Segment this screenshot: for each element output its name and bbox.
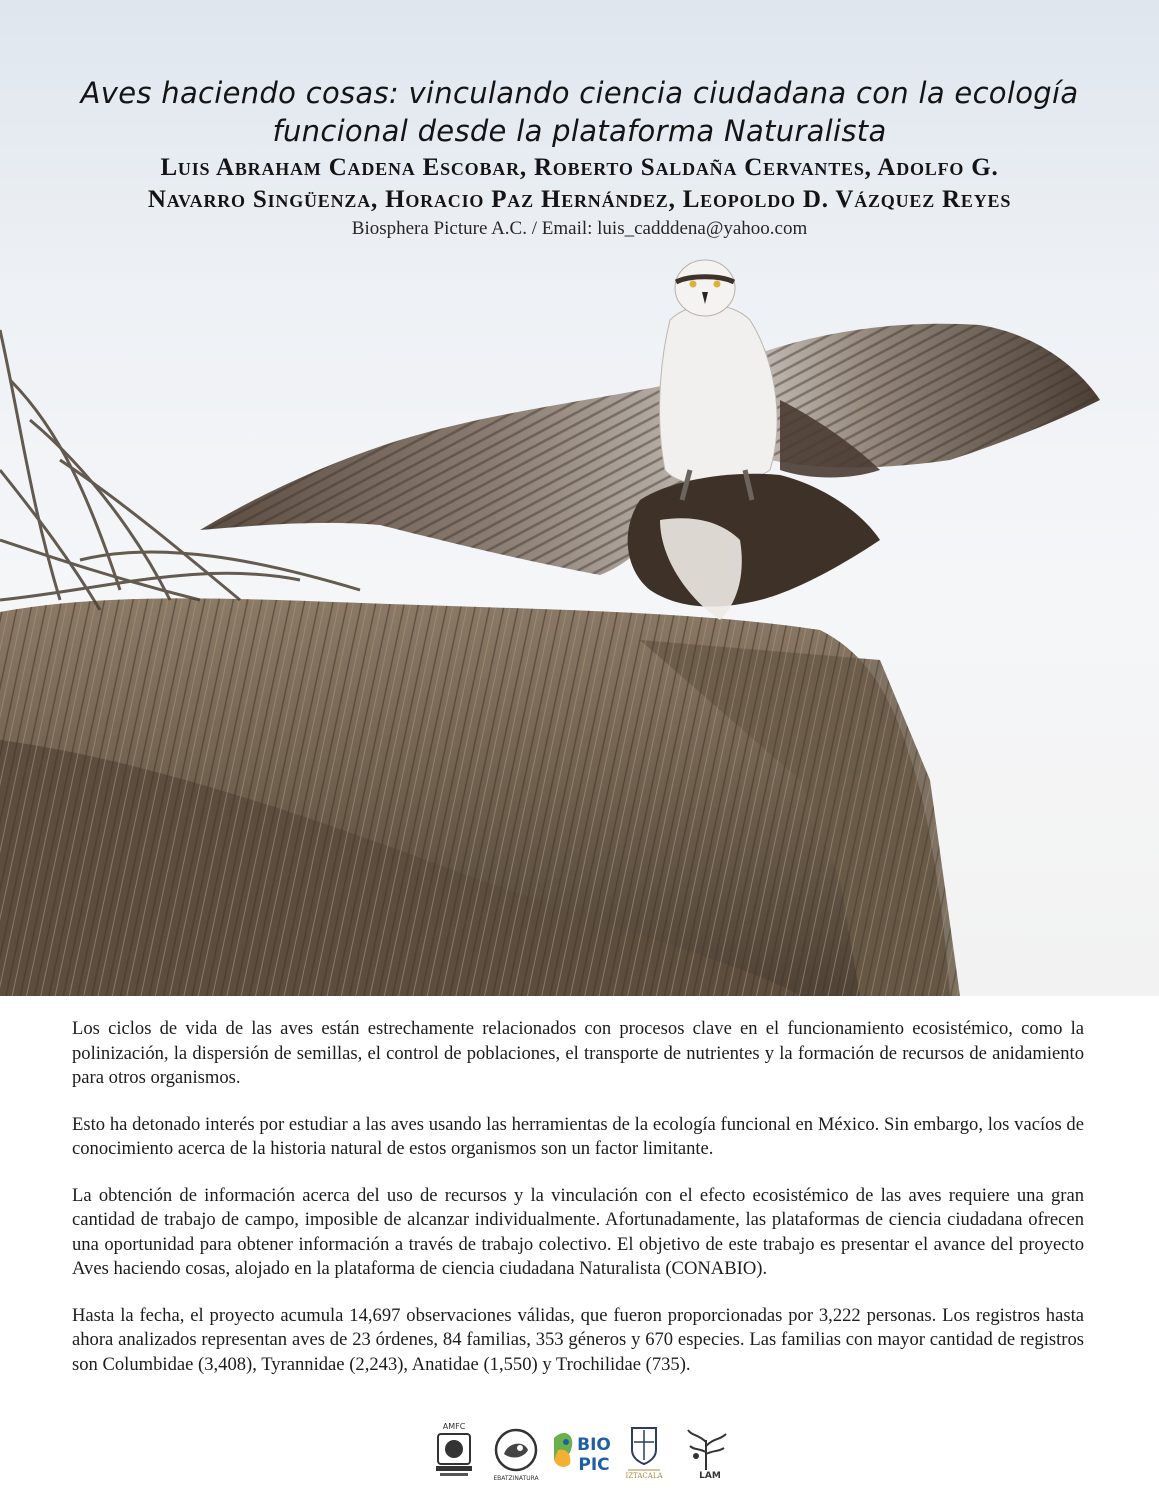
poster-header bbox=[0, 74, 1159, 240]
biopic-logo-bottom: PIC bbox=[578, 1455, 610, 1475]
body-paragraph: La obtención de información acerca del uso de recursos y la vinculación con el efecto ecosistémico de las aves requiere una gran cantidad de trabajo de campo, imposible de alcanzar individualmente. Afortunadamente, las plataformas de ciencia ciudadana ofrecen una oportunidad para obtener información a través de trabajo colectivo. El objetivo de este trabajo es presentar el avance del proyecto Aves haciendo cosas, alojado en la plataforma de ciencia ciudadana Naturalista (CONABIO). bbox=[72, 1184, 1084, 1279]
poster-title: Aves haciendo cosas: vinculando ciencia ciudadana con la ecología funcional desde la plataforma Naturalista bbox=[80, 76, 1079, 148]
biopic-logo bbox=[548, 1420, 614, 1482]
poster-affiliation: Biosphera Picture A.C. / Email: luis_cadddena@yahoo.com bbox=[351, 218, 808, 239]
lam-logo-text: LAM bbox=[699, 1471, 721, 1481]
authors-line-2: Navarro Singüenza, Horacio Paz Hernández, Leopoldo D. Vázquez Reyes bbox=[147, 186, 1012, 213]
biopic-logo-top: BIO bbox=[577, 1435, 611, 1455]
iztacala-logo bbox=[624, 1420, 664, 1482]
authors-line-1: Luis Abraham Cadena Escobar, Roberto Saldaña Cervantes, Adolfo G. bbox=[160, 154, 999, 181]
body-paragraph: Hasta la fecha, el proyecto acumula 14,697 observaciones válidas, que fueron proporcionadas por 3,222 personas. Los registros hasta ahora analizados representan aves de 23 órdenes, 84 familias, 353 géneros y 670 especies. Las familias con mayor cantidad de registros son Columbidae (3,408), Tyrannidae (2,243), Anatidae (1,550) y Trochilidae (735). bbox=[72, 1304, 1084, 1375]
poster-authors bbox=[50, 152, 1110, 216]
ebatzinatura-logo bbox=[490, 1420, 542, 1482]
ebatzinatura-logo-text: EBATZINATURA bbox=[493, 1475, 539, 1482]
amfc-logo bbox=[428, 1420, 480, 1482]
body-paragraph: Los ciclos de vida de las aves están estrechamente relacionados con procesos clave en el funcionamiento ecosistémico, como la polinización, la dispersión de semillas, el control de poblaciones, el transporte de nutrientes y la formación de recursos de anidamiento para otros organismos. bbox=[72, 1018, 1084, 1088]
poster-body bbox=[72, 1017, 1084, 1399]
sponsor-logos bbox=[0, 1420, 1159, 1490]
amfc-logo-text: AMFC bbox=[442, 1422, 466, 1431]
iztacala-logo-text: IZTACALA bbox=[625, 1472, 663, 1480]
body-paragraph: Esto ha detonado interés por estudiar a las aves usando las herramientas de la ecología funcional en México. Sin embargo, los vacíos de conocimiento acerca de la historia natural de estos organismos son un factor limitante. bbox=[72, 1113, 1084, 1159]
lam-logo bbox=[684, 1420, 730, 1482]
